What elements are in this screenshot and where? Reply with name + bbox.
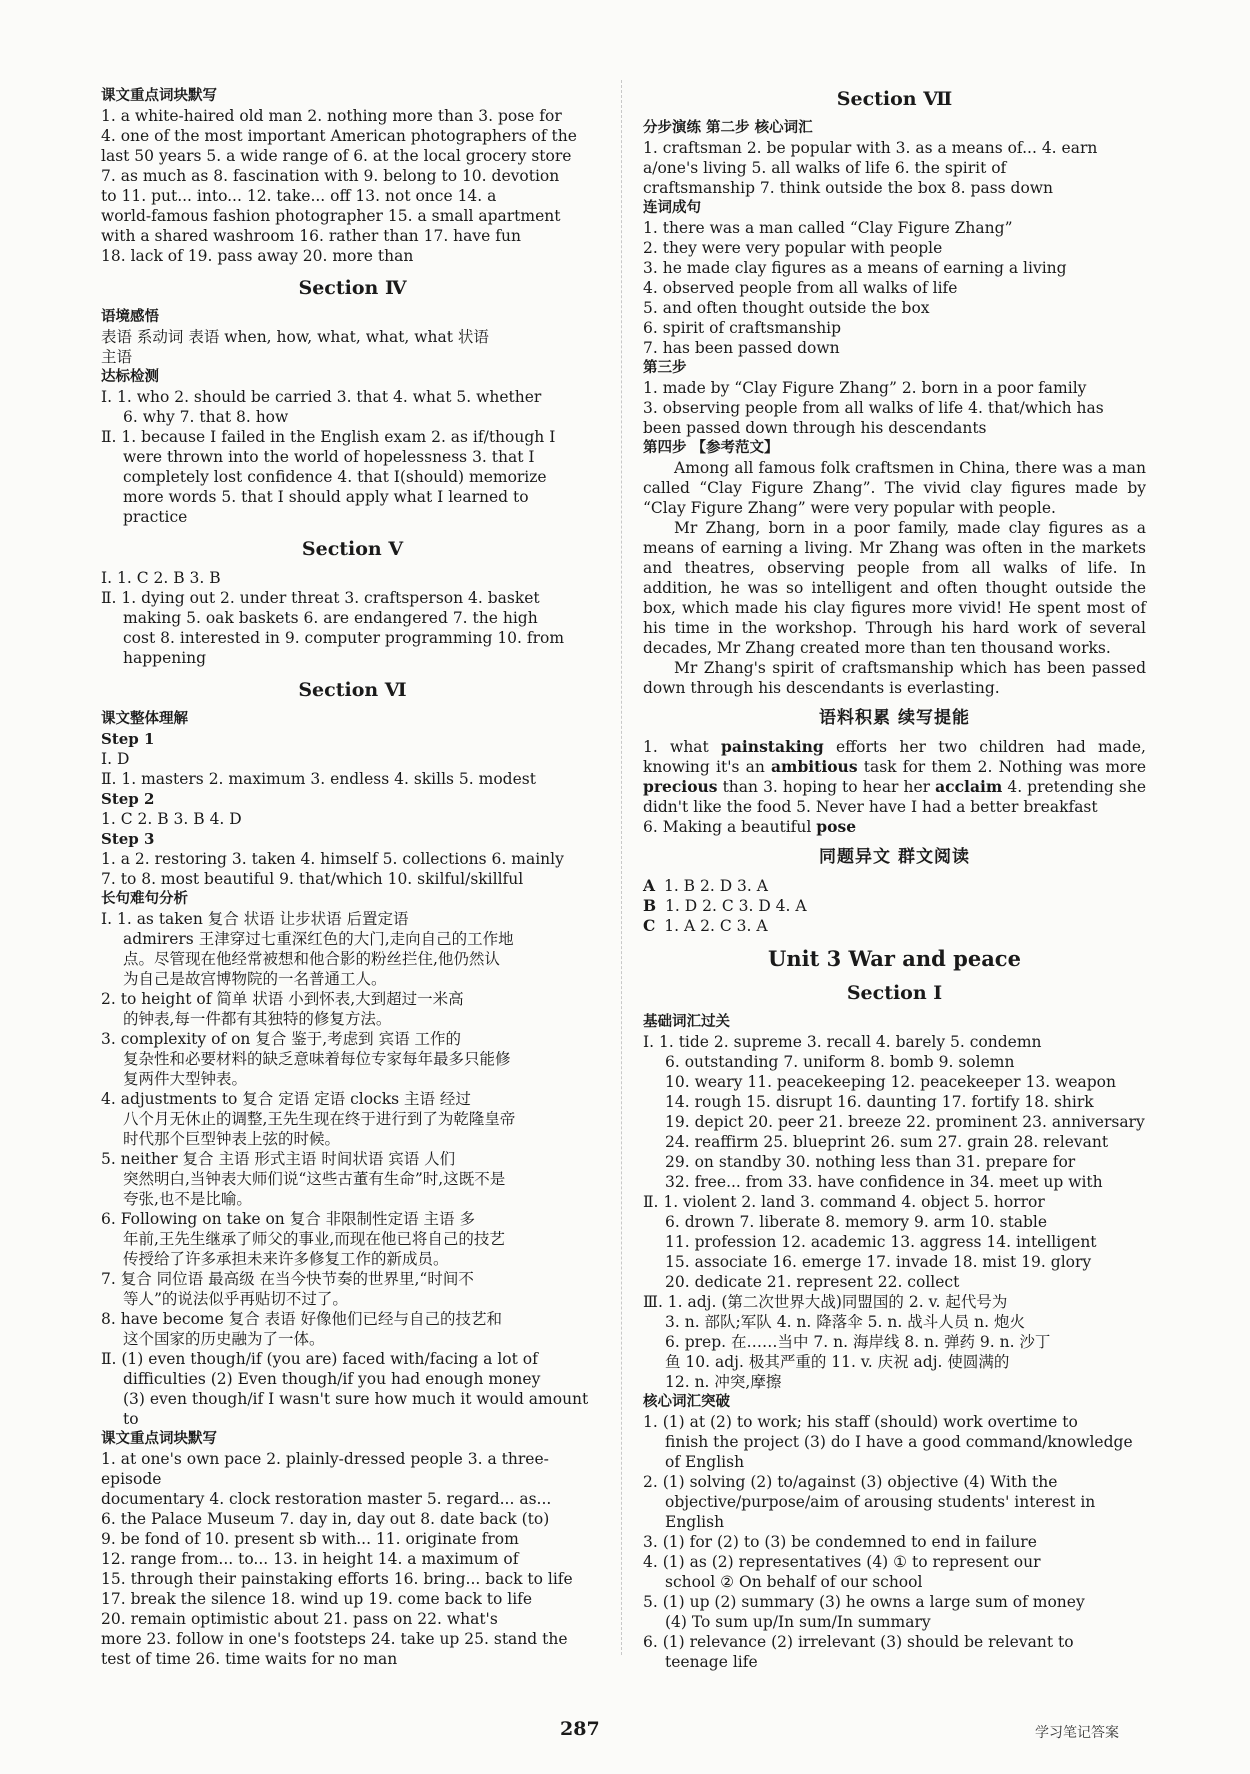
- answer-line: 32. free... from 33. have confidence in 34. meet up with: [665, 1173, 1103, 1191]
- answer-line: completely lost confidence 4. that I(should) memorize: [123, 468, 547, 486]
- group-reading-row: [643, 876, 1146, 896]
- corpus-text: task for them 2. Nothing was more: [857, 758, 1146, 776]
- answer-line: 1. at one's own pace 2. plainly-dressed people 3. a three-episode: [101, 1450, 549, 1488]
- answer-line: more words 5. that I should apply what I learned to: [123, 488, 529, 506]
- answer-line: Ⅰ. 1. as taken 复合 状语 让步状语 后置定语: [101, 910, 409, 928]
- step-three-answers: [643, 378, 1146, 438]
- answer-line: 24. reaffirm 25. blueprint 26. sum 27. grain 28. relevant: [665, 1133, 1109, 1151]
- group-reading-answers: [643, 876, 1146, 936]
- corpus-keyword: ambitious: [771, 757, 858, 776]
- answer-line: 3. n. 部队;军队 4. n. 降落伞 5. n. 战斗人员 n. 炮火: [665, 1313, 1025, 1331]
- corpus-text: 4. pretending she didn't like the food 5. Never have I had a better breakfast: [643, 778, 1146, 816]
- step-1-answers: [101, 749, 604, 789]
- answer-line: 11. profession 12. academic 13. aggress 14. intelligent: [665, 1233, 1097, 1251]
- answer-line: teenage life: [665, 1653, 758, 1671]
- step-3-label: Step 3: [101, 830, 155, 848]
- text-understanding-heading: 课文整体理解: [101, 711, 188, 727]
- answer-line: 3. (1) for (2) to (3) be condemned to end in failure: [643, 1533, 1037, 1551]
- answer-line: Ⅱ. 1. dying out 2. under threat 3. craftsperson 4. basket: [101, 589, 540, 607]
- answer-line: 6. (1) relevance (2) irrelevant (3) should be relevant to: [643, 1633, 1074, 1651]
- answer-line: Ⅰ. 1. C 2. B 3. B: [101, 569, 221, 587]
- answer-line: to: [123, 1410, 139, 1428]
- answer-line: 6. why 7. that 8. how: [123, 408, 289, 426]
- group-reading-row: [643, 896, 1146, 916]
- answer-line: 5. neither 复合 主语 形式主语 时间状语 宾语 人们: [101, 1150, 456, 1168]
- answer-line: were thrown into the world of hopelessness 3. that I: [123, 448, 535, 466]
- model-essay: [643, 458, 1146, 698]
- answer-line: 9. be fond of 10. present sb with... 11. originate from: [101, 1530, 519, 1548]
- answer-line: last 50 years 5. a wide range of 6. at the local grocery store: [101, 147, 572, 165]
- sentence-building-heading: 连词成句: [643, 200, 701, 216]
- answer-line: Ⅱ. 1. masters 2. maximum 3. endless 4. skills 5. modest: [101, 770, 536, 788]
- page-footer-label: 学习笔记答案: [1035, 1725, 1119, 1741]
- group-reading-row: [643, 916, 1146, 936]
- page-number: 287: [560, 1718, 600, 1740]
- answer-line: practice: [123, 508, 188, 526]
- answer-line: test of time 26. time waits for no man: [101, 1650, 398, 1668]
- answer-line: 1. made by “Clay Figure Zhang” 2. born in a poor family: [643, 379, 1087, 397]
- step-3-answers: [101, 849, 604, 889]
- section-1-title: Section Ⅰ: [846, 982, 943, 1004]
- answer-line: 年前,王先生继承了师父的事业,而现在他已将自己的技艺: [123, 1230, 505, 1248]
- corpus-text: efforts her two children had made, knowing it's an: [643, 738, 1146, 776]
- core-vocab-heading: 分步演练 第二步 核心词汇: [643, 120, 813, 136]
- check-heading: 达标检测: [101, 369, 159, 385]
- corpus-keyword: precious: [643, 777, 718, 796]
- answer-line: 3. he made clay figures as a means of earning a living: [643, 259, 1067, 277]
- left-column: [101, 86, 604, 1669]
- answer-line: 6. the Palace Museum 7. day in, day out 8. date back (to): [101, 1510, 550, 1528]
- answer-line: with a shared washroom 16. rather than 17. have fun: [101, 227, 521, 245]
- answer-line: difficulties (2) Even though/if you had enough money: [123, 1370, 541, 1388]
- model-essay-heading: 第四步 【参考范文】: [643, 440, 779, 456]
- answer-line: documentary 4. clock restoration master 5. regard... as...: [101, 1490, 552, 1508]
- corpus-banner: 语料积累 续写提能: [819, 708, 970, 728]
- answer-line: 19. depict 20. peer 21. breeze 22. prominent 23. anniversary: [665, 1113, 1145, 1131]
- answer-line: 时代那个巨型钟表上弦的时候。: [123, 1130, 341, 1148]
- step-three-heading: 第三步: [643, 360, 687, 376]
- context-answers: [101, 327, 604, 367]
- answer-line: (4) To sum up/In sum/In summary: [665, 1613, 931, 1631]
- group-label: A: [643, 876, 656, 895]
- answer-line: 2. they were very popular with people: [643, 239, 943, 257]
- word-blocks-answers: [101, 106, 604, 266]
- answer-line: 18. lack of 19. pass away 20. more than: [101, 247, 414, 265]
- answer-line: 复杂性和必要材料的缺乏意味着每位专家每年最多只能修: [123, 1050, 511, 1068]
- answer-line: 3. complexity of on 复合 鉴于,考虑到 宾语 工作的: [101, 1030, 462, 1048]
- answer-line: 1. a 2. restoring 3. taken 4. himself 5. collections 6. mainly: [101, 850, 564, 868]
- section3-word-blocks-heading: 课文重点词块默写: [101, 88, 217, 104]
- answer-line: 为自己是故宫博物院的一名普通工人。: [123, 970, 387, 988]
- answer-line: 夸张,也不是比喻。: [123, 1190, 252, 1208]
- essay-paragraph: Mr Zhang's spirit of craftsmanship which has been passed down through his descendants is everlasting.: [643, 659, 1146, 697]
- answer-line: Ⅱ. (1) even though/if (you are) faced with/facing a lot of: [101, 1350, 538, 1368]
- answer-line: 八个月无休止的调整,王先生现在终于进行到了为乾隆皇帝: [123, 1110, 516, 1128]
- check-answers: [101, 387, 604, 527]
- corpus-keyword: painstaking: [721, 737, 824, 756]
- answer-line: 鱼 10. adj. 极其严重的 11. v. 庆祝 adj. 使圆满的: [665, 1353, 1010, 1371]
- answer-line: 12. n. 冲突,摩擦: [665, 1373, 782, 1391]
- answer-line: 10. weary 11. peacekeeping 12. peacekeeper 13. weapon: [665, 1073, 1116, 1091]
- answer-line: English: [665, 1513, 725, 1531]
- answer-line: 6. outstanding 7. uniform 8. bomb 9. solemn: [665, 1053, 1015, 1071]
- answer-line: 4. adjustments to 复合 定语 定语 clocks 主语 经过: [101, 1090, 471, 1108]
- answer-line: 1. there was a man called “Clay Figure Zhang”: [643, 219, 1013, 237]
- answer-line: 4. one of the most important American photographers of the: [101, 127, 577, 145]
- answer-line: Ⅲ. 1. adj. (第二次世界大战)同盟国的 2. v. 起代号为: [643, 1293, 1008, 1311]
- answer-line: 1. C 2. B 3. B 4. D: [101, 810, 242, 828]
- right-column: [643, 86, 1146, 1672]
- answer-line: 7. as much as 8. fascination with 9. belong to 10. devotion: [101, 167, 560, 185]
- answer-line: school ② On behalf of our school: [665, 1573, 923, 1591]
- answer-line: 3. observing people from all walks of life 4. that/which has: [643, 399, 1104, 417]
- answer-line: 15. associate 16. emerge 17. invade 18. mist 19. glory: [665, 1253, 1092, 1271]
- essay-paragraph: Among all famous folk craftsmen in China, there was a man called “Clay Figure Zhang”. The vivid clay figures made by “Clay Figure Zhang” were very popular with people.: [643, 459, 1146, 517]
- answer-line: 5. and often thought outside the box: [643, 299, 930, 317]
- answer-line: 点。尽管现在他经常被想和他合影的粉丝拦住,他仍然认: [123, 950, 500, 968]
- context-heading: 语境感悟: [101, 309, 159, 325]
- answer-line: 4. observed people from all walks of life: [643, 279, 958, 297]
- answer-line: 12. range from... to... 13. in height 14. a maximum of: [101, 1550, 519, 1568]
- answer-line: 8. have become 复合 表语 好像他们已经与自己的技艺和: [101, 1310, 503, 1328]
- section6-word-blocks-answers: [101, 1449, 604, 1669]
- answer-line: 6. spirit of craftsmanship: [643, 319, 842, 337]
- answer-line: 15. through their painstaking efforts 16. bring... back to life: [101, 1570, 573, 1588]
- answer-line: admirers 王津穿过七重深红色的大门,走向自己的工作地: [123, 930, 514, 948]
- answer-line: happening: [123, 649, 207, 667]
- answer-line: Ⅰ. 1. who 2. should be carried 3. that 4. what 5. whether: [101, 388, 542, 406]
- answer-line: 6. Following on take on 复合 非限制性定语 主语 多: [101, 1210, 475, 1228]
- core-vocab-answers: [643, 138, 1146, 198]
- core-vocab-breakthrough-answers: [643, 1412, 1146, 1672]
- group-reading-banner: 同题异文 群文阅读: [819, 847, 970, 867]
- step-2-label: Step 2: [101, 790, 155, 808]
- answer-line: objective/purpose/aim of arousing students' interest in: [665, 1493, 1096, 1511]
- basic-vocab-heading: 基础词汇过关: [643, 1014, 730, 1030]
- answer-line: 等人”的说法似乎再贴切不过了。: [123, 1290, 348, 1308]
- answer-line: 5. (1) up (2) summary (3) he owns a large sum of money: [643, 1593, 1085, 1611]
- answer-line: a/one's living 5. all walks of life 6. the spirit of: [643, 159, 1007, 177]
- corpus-keyword: acclaim: [935, 777, 1003, 796]
- answer-line: finish the project (3) do I have a good command/knowledge: [665, 1433, 1133, 1451]
- step-1-label: Step 1: [101, 730, 155, 748]
- answer-line: 29. on standby 30. nothing less than 31. prepare for: [665, 1153, 1076, 1171]
- basic-vocab-answers: [643, 1032, 1146, 1392]
- group-label: B: [643, 896, 657, 915]
- answer-line: 传授给了许多承担未来许多修复工作的新成员。: [123, 1250, 449, 1268]
- corpus-answers: [643, 737, 1146, 837]
- group-answers: 1. B 2. D 3. A: [659, 877, 768, 895]
- core-vocab-breakthrough-heading: 核心词汇突破: [643, 1394, 730, 1410]
- column-divider: [621, 80, 622, 1655]
- answer-line: 14. rough 15. disrupt 16. daunting 17. fortify 18. shirk: [665, 1093, 1094, 1111]
- long-sentence-answers: [101, 909, 604, 1429]
- step-2-answers: [101, 809, 604, 829]
- answer-line: 复两件大型钟表。: [123, 1070, 248, 1088]
- unit-title: Unit 3 War and peace: [768, 946, 1021, 971]
- answer-line: 1. a white-haired old man 2. nothing more than 3. pose for: [101, 107, 562, 125]
- group-answers: 1. A 2. C 3. A: [659, 917, 768, 935]
- section-6-title: Section Ⅵ: [298, 679, 407, 701]
- group-answers: 1. D 2. C 3. D 4. A: [660, 897, 807, 915]
- sentence-building-answers: [643, 218, 1146, 358]
- answer-line: Ⅰ. D: [101, 750, 130, 768]
- section-4-title: Section Ⅳ: [298, 277, 407, 299]
- corpus-text: than 3. hoping to hear her: [717, 778, 936, 796]
- corpus-text: 1. what: [643, 738, 722, 756]
- answer-line: cost 8. interested in 9. computer programming 10. from: [123, 629, 565, 647]
- answer-line: 1. (1) at (2) to work; his staff (should) work overtime to: [643, 1413, 1078, 1431]
- answer-line: to 11. put... into... 12. take... off 13. not once 14. a: [101, 187, 497, 205]
- answer-line: 主语: [101, 348, 133, 366]
- answer-line: 6. drown 7. liberate 8. memory 9. arm 10. stable: [665, 1213, 1048, 1231]
- answer-line: 17. break the silence 18. wind up 19. come back to life: [101, 1590, 533, 1608]
- answer-line: Ⅱ. 1. violent 2. land 3. command 4. object 5. horror: [643, 1193, 1045, 1211]
- answer-line: been passed down through his descendants: [643, 419, 987, 437]
- long-sentence-analysis-heading: 长句难句分析: [101, 891, 188, 907]
- answer-line: 6. prep. 在……当中 7. n. 海岸线 8. n. 弹药 9. n. 沙丁: [665, 1333, 1051, 1351]
- answer-line: of English: [665, 1453, 745, 1471]
- section-7-title: Section Ⅶ: [836, 88, 953, 110]
- answer-line: craftsmanship 7. think outside the box 8. pass down: [643, 179, 1054, 197]
- answer-line: Ⅰ. 1. tide 2. supreme 3. recall 4. barely 5. condemn: [643, 1033, 1042, 1051]
- answer-line: 7. 复合 同位语 最高级 在当今快节奏的世界里,“时间不: [101, 1270, 474, 1288]
- essay-paragraph: Mr Zhang, born in a poor family, made clay figures as a means of earning a living. Mr Zhang was often in the markets and theatres, observing people from all walks of life. In addition, he was so intelligent and often thought outside the box, which made his clay figures more vivid! He spent most of his time in the workshop. Through his hard work of several decades, Mr Zhang created more than ten thousand works.: [643, 519, 1146, 657]
- answer-line: Ⅱ. 1. because I failed in the English exam 2. as if/though I: [101, 428, 556, 446]
- corpus-item-6-bold: pose: [816, 817, 857, 836]
- answer-line: more 23. follow in one's footsteps 24. take up 25. stand the: [101, 1630, 568, 1648]
- answer-line: 2. to height of 简单 状语 小到怀表,大到超过一米高: [101, 990, 464, 1008]
- answer-line: 突然明白,当钟表大师们说“这些古董有生命”时,这既不是: [123, 1170, 506, 1188]
- answer-line: 的钟表,每一件都有其独特的修复方法。: [123, 1010, 392, 1028]
- answer-line: 7. to 8. most beautiful 9. that/which 10. skilful/skillful: [101, 870, 524, 888]
- answer-line: 20. remain optimistic about 21. pass on 22. what's: [101, 1610, 498, 1628]
- group-label: C: [643, 916, 656, 935]
- answer-line: 这个国家的历史融为了一体。: [123, 1330, 325, 1348]
- answer-line: (3) even though/if I wasn't sure how much it would amount: [123, 1390, 589, 1408]
- section-5-title: Section Ⅴ: [301, 538, 404, 560]
- answer-line: 4. (1) as (2) representatives (4) ① to represent our: [643, 1553, 1041, 1571]
- answer-line: world-famous fashion photographer 15. a small apartment: [101, 207, 561, 225]
- section-5-answers: [101, 568, 604, 668]
- answer-line: 表语 系动词 表语 when, how, what, what, what 状语: [101, 328, 489, 346]
- corpus-item-6-pre: 6. Making a beautiful: [643, 818, 817, 836]
- answer-line: making 5. oak baskets 6. are endangered 7. the high: [123, 609, 538, 627]
- section6-word-blocks-heading: 课文重点词块默写: [101, 1431, 217, 1447]
- answer-line: 2. (1) solving (2) to/against (3) objective (4) With the: [643, 1473, 1058, 1491]
- answer-line: 1. craftsman 2. be popular with 3. as a means of... 4. earn: [643, 139, 1098, 157]
- answer-line: 20. dedicate 21. represent 22. collect: [665, 1273, 960, 1291]
- answer-line: 7. has been passed down: [643, 339, 840, 357]
